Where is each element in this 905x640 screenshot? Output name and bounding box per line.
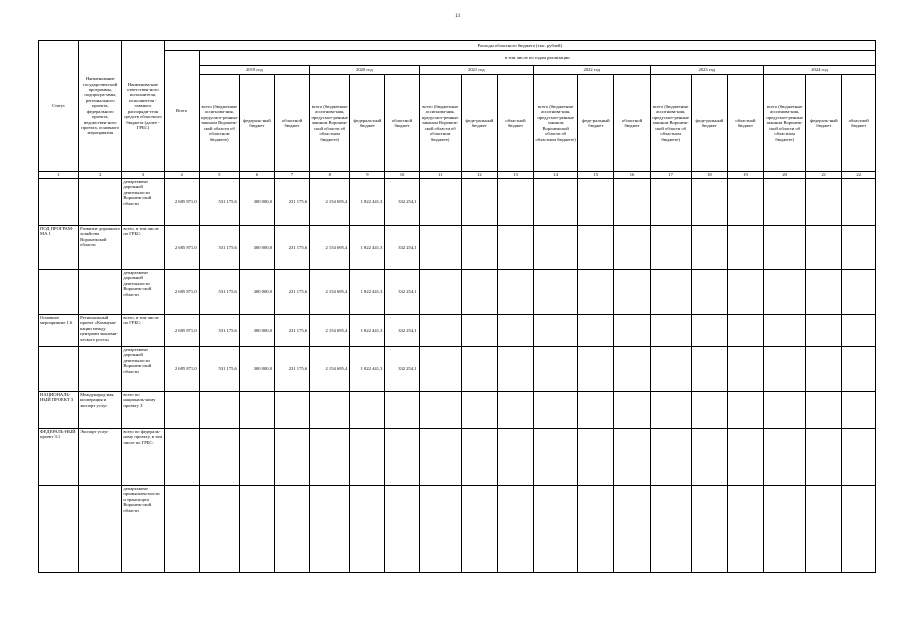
row-value: 2 154 695,4 (310, 226, 350, 270)
header-year-regional: областной бюджет (385, 75, 419, 172)
table-row (39, 429, 876, 486)
header-year-total: всего (бюджетные ассигнова-ния, предусмот-ренные законом Воронеж-ской области об областном бюджете) (419, 75, 461, 172)
header-year-total: всего (бюджетные ассигнова-ния, предусмот-ренные законом Воронеж-ской области об областном бюджете) (650, 75, 691, 172)
row-value (497, 315, 533, 347)
row-value (497, 347, 533, 392)
header-year-total: всего (бюджетные ассигнова-ния, предусмот-ренные законом Воронеж-ской области об областном бюджете) (310, 75, 350, 172)
header-year-regional: областной бюджет (497, 75, 533, 172)
row-value: 231 175,6 (274, 347, 309, 392)
row-value (806, 486, 842, 573)
row-value (534, 179, 578, 226)
table-row (39, 270, 876, 315)
row-value (419, 347, 461, 392)
row-value (691, 486, 727, 573)
column-number: 18 (691, 172, 727, 179)
row-value (691, 270, 727, 315)
row-value (842, 347, 876, 392)
row-value (419, 429, 461, 486)
row-value (164, 429, 199, 486)
row-value (578, 486, 614, 573)
row-value: 332 254,1 (385, 226, 419, 270)
budget-table (38, 40, 876, 573)
row-value (727, 226, 763, 270)
row-value (310, 392, 350, 429)
row-value (614, 347, 650, 392)
row-value (691, 429, 727, 486)
row-value (842, 392, 876, 429)
row-executor: всего по федераль-ному проекту, в том числе по ГРБС: (122, 429, 164, 486)
row-value (650, 347, 691, 392)
header-year-federal: федераль-ный бюджет (350, 75, 385, 172)
header-year-federal: феде-ральный бюджет (691, 75, 727, 172)
row-value (164, 392, 199, 429)
row-value (239, 429, 274, 486)
row-value (842, 486, 876, 573)
header-year-regional: областной бюджет (842, 75, 876, 172)
row-value (764, 429, 806, 486)
column-number: 9 (350, 172, 385, 179)
row-value (578, 392, 614, 429)
row-value (419, 226, 461, 270)
row-value (385, 429, 419, 486)
row-value (419, 392, 461, 429)
row-value (239, 486, 274, 573)
column-number: 2 (79, 172, 122, 179)
column-number: 17 (650, 172, 691, 179)
row-value (727, 486, 763, 573)
row-status: Основное мероприятие 1.6 (39, 315, 79, 347)
row-value: 2 685 871,0 (164, 179, 199, 226)
row-value (497, 270, 533, 315)
column-number: 5 (199, 172, 239, 179)
row-value (614, 270, 650, 315)
header-year: 2021 год (419, 66, 533, 75)
header-year-federal: феде-ральный бюджет (461, 75, 497, 172)
row-value (842, 315, 876, 347)
row-value (691, 347, 727, 392)
header-executor: Наименова-ние ответствен-ного исполнителя, исполнителя - главного распоряди-теля средств областного бюджета (далее - ГРБС) (122, 41, 164, 172)
row-value (764, 392, 806, 429)
row-value (199, 392, 239, 429)
row-value (727, 429, 763, 486)
row-value: 531 175,6 (199, 315, 239, 347)
row-value (650, 486, 691, 573)
header-year: 2019 год (199, 66, 309, 75)
row-value: 231 175,6 (274, 315, 309, 347)
row-value (199, 486, 239, 573)
row-value (461, 486, 497, 573)
row-value (199, 429, 239, 486)
header-expenses: Расходы областного бюджета (тыс. рублей) (164, 41, 875, 51)
row-value: 332 254,1 (385, 179, 419, 226)
row-name (79, 486, 122, 573)
header-year-total: всего (бюджетные ассигнова-ния, предусмот-ренные законом Воронежской области об областном бюджете) (534, 75, 578, 172)
header-total: Всего (164, 51, 199, 172)
row-value (727, 270, 763, 315)
row-name (79, 347, 122, 392)
table-row (39, 226, 876, 270)
row-value: 300 000,0 (239, 179, 274, 226)
header-year-total: всего (бюджетные ассигнова-ния, предусмот-ренные законом Воронеж-ской области об областном бюджете) (764, 75, 806, 172)
row-value (614, 315, 650, 347)
row-value: 531 175,6 (199, 270, 239, 315)
column-number: 1 (39, 172, 79, 179)
row-value (727, 315, 763, 347)
column-number: 13 (497, 172, 533, 179)
table-row (39, 392, 876, 429)
row-executor: всего, в том числе по ГРБС: (122, 226, 164, 270)
row-value (578, 347, 614, 392)
page-number: 13 (455, 14, 460, 19)
row-status: ПОД ПРОГРАМ-МА 1 (39, 226, 79, 270)
row-value: 2 154 695,4 (310, 179, 350, 226)
header-year-regional: областной бюджет (274, 75, 309, 172)
column-number: 10 (385, 172, 419, 179)
row-value: 2 154 695,4 (310, 315, 350, 347)
row-value (806, 179, 842, 226)
row-value (764, 486, 806, 573)
column-number: 22 (842, 172, 876, 179)
row-value (497, 486, 533, 573)
row-value (727, 179, 763, 226)
row-value (806, 270, 842, 315)
column-number: 7 (274, 172, 309, 179)
row-value: 2 154 695,4 (310, 347, 350, 392)
header-year-federal: федераль-ный бюджет (239, 75, 274, 172)
row-name (79, 270, 122, 315)
header-year: 2020 год (310, 66, 419, 75)
row-value: 1 822 441,3 (350, 270, 385, 315)
row-value (650, 179, 691, 226)
row-name (79, 179, 122, 226)
row-value (534, 226, 578, 270)
header-name: Наименование государствен-ной программы, подпрогра-ммы, регионального проекта, федерального проекта, ведомствен-ного проекта, основного мероприятия (79, 41, 122, 172)
row-value (650, 270, 691, 315)
row-executor: департамент промышлен-ности и транспорта Воронеж-ской области (122, 486, 164, 573)
row-value (461, 347, 497, 392)
row-value: 332 254,1 (385, 270, 419, 315)
row-value (497, 226, 533, 270)
row-value (650, 315, 691, 347)
row-value: 2 685 871,0 (164, 347, 199, 392)
row-value (350, 486, 385, 573)
header-year: 2023 год (650, 66, 763, 75)
row-name: Международ-ная кооперация и экспорт услуг (79, 392, 122, 429)
row-value: 300 000,0 (239, 315, 274, 347)
header-year-total: всего (бюджетные ассигнова-ния, предусмот-ренные законом Воронеж-ской области об областном бюджете) (199, 75, 239, 172)
row-value: 1 822 441,3 (350, 347, 385, 392)
row-value (764, 179, 806, 226)
row-value: 300 000,0 (239, 347, 274, 392)
row-value (578, 179, 614, 226)
row-value (419, 179, 461, 226)
row-value: 1 822 441,3 (350, 315, 385, 347)
column-number: 11 (419, 172, 461, 179)
row-value (534, 315, 578, 347)
row-value (614, 179, 650, 226)
table-body (39, 179, 876, 573)
row-value: 2 685 871,0 (164, 226, 199, 270)
row-value (274, 486, 309, 573)
row-value (497, 179, 533, 226)
row-value (727, 392, 763, 429)
row-value (691, 226, 727, 270)
row-value (239, 392, 274, 429)
row-value (650, 226, 691, 270)
table-header (39, 41, 876, 179)
row-value (578, 429, 614, 486)
column-number: 15 (578, 172, 614, 179)
column-number: 6 (239, 172, 274, 179)
row-value (842, 226, 876, 270)
column-number: 12 (461, 172, 497, 179)
row-value (764, 226, 806, 270)
row-value (461, 226, 497, 270)
row-value (310, 486, 350, 573)
row-value: 231 175,6 (274, 270, 309, 315)
header-year: 2022 год (534, 66, 651, 75)
row-executor: всего по националь-ному проекту 3 (122, 392, 164, 429)
row-value (614, 486, 650, 573)
row-value: 231 175,6 (274, 179, 309, 226)
row-executor: всего, в том числе по ГРБС: (122, 315, 164, 347)
row-value (650, 392, 691, 429)
table-row (39, 347, 876, 392)
row-value (691, 315, 727, 347)
table-row (39, 315, 876, 347)
row-value (727, 347, 763, 392)
row-value (806, 392, 842, 429)
row-value (385, 392, 419, 429)
row-value (842, 179, 876, 226)
row-value (534, 347, 578, 392)
header-year-regional: областной бюджет (614, 75, 650, 172)
row-value (578, 226, 614, 270)
row-value (691, 179, 727, 226)
row-value (419, 315, 461, 347)
header-year-federal: федераль-ный бюджет (806, 75, 842, 172)
row-value (578, 270, 614, 315)
row-value: 531 175,6 (199, 347, 239, 392)
row-value (274, 392, 309, 429)
row-status (39, 486, 79, 573)
row-value (806, 226, 842, 270)
row-value (385, 486, 419, 573)
row-value (461, 270, 497, 315)
header-year-federal: феде-ральный бюджет (578, 75, 614, 172)
row-value (350, 429, 385, 486)
row-executor: департамент дорожной деятельности Воронеж-ской области (122, 270, 164, 315)
row-value: 531 175,6 (199, 179, 239, 226)
row-status: НАЦИОНАЛЬ-НЫЙ ПРОЕКТ 3 (39, 392, 79, 429)
row-value (534, 486, 578, 573)
row-name: Региональный проект «Коммуни-кации между центрами экономи-ческого роста» (79, 315, 122, 347)
row-value (534, 429, 578, 486)
row-value (164, 486, 199, 573)
row-value: 1 822 441,3 (350, 226, 385, 270)
column-number: 4 (164, 172, 199, 179)
row-name: Экспорт услуг (79, 429, 122, 486)
header-year-regional: областной бюджет (727, 75, 763, 172)
row-executor: департамент дорожной деятельности Воронеж-ской области (122, 347, 164, 392)
column-number: 8 (310, 172, 350, 179)
row-value (350, 392, 385, 429)
row-value (461, 429, 497, 486)
row-executor: департамент дорожной деятельности Воронеж-ской области (122, 179, 164, 226)
column-number: 16 (614, 172, 650, 179)
row-value: 2 685 871,0 (164, 315, 199, 347)
row-value (842, 270, 876, 315)
row-value (691, 392, 727, 429)
row-value (614, 226, 650, 270)
row-value (650, 429, 691, 486)
row-value: 531 175,6 (199, 226, 239, 270)
row-status (39, 179, 79, 226)
row-value: 300 000,0 (239, 226, 274, 270)
column-number: 3 (122, 172, 164, 179)
row-value (310, 429, 350, 486)
row-value (461, 179, 497, 226)
row-value (806, 315, 842, 347)
row-value (534, 270, 578, 315)
table-row (39, 179, 876, 226)
column-number: 14 (534, 172, 578, 179)
row-status: ФЕДЕРАЛЬ-НЫЙ проект 3.1 (39, 429, 79, 486)
row-value (806, 347, 842, 392)
row-value (578, 315, 614, 347)
row-value (274, 429, 309, 486)
row-value: 1 822 441,3 (350, 179, 385, 226)
column-number: 21 (806, 172, 842, 179)
row-value (419, 270, 461, 315)
row-name: Развитие дорожного хозяйства Воронежской области (79, 226, 122, 270)
row-value (614, 392, 650, 429)
row-status (39, 270, 79, 315)
header-by-years: в том числе по годам реализации (199, 51, 875, 66)
row-value (806, 429, 842, 486)
row-value (461, 392, 497, 429)
row-value: 332 254,1 (385, 347, 419, 392)
column-number: 19 (727, 172, 763, 179)
column-number: 20 (764, 172, 806, 179)
table-row (39, 486, 876, 573)
header-status: Статус (39, 41, 79, 172)
row-value (534, 392, 578, 429)
header-year: 2024 год (764, 66, 876, 75)
row-value (461, 315, 497, 347)
row-value: 2 685 871,0 (164, 270, 199, 315)
row-value: 2 154 695,4 (310, 270, 350, 315)
row-value (497, 429, 533, 486)
row-value: 332 254,1 (385, 315, 419, 347)
row-value: 300 000,0 (239, 270, 274, 315)
row-status (39, 347, 79, 392)
row-value (497, 392, 533, 429)
row-value (842, 429, 876, 486)
row-value: 231 175,6 (274, 226, 309, 270)
row-value (764, 347, 806, 392)
row-value (614, 429, 650, 486)
row-value (419, 486, 461, 573)
row-value (764, 270, 806, 315)
row-value (764, 315, 806, 347)
